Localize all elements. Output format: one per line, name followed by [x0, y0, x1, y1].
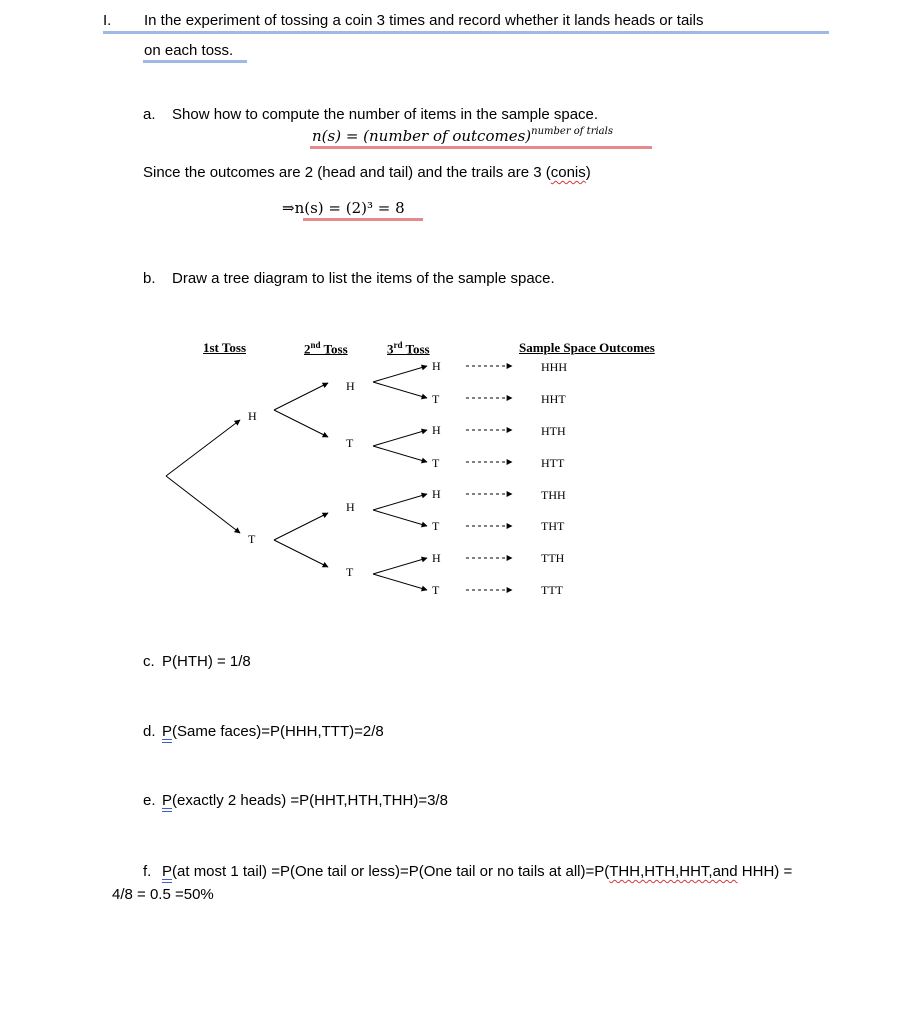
- node-level3-3: T: [432, 456, 440, 470]
- question-numeral: I.: [103, 12, 112, 29]
- part-d-p: P: [162, 723, 173, 740]
- node-level2-1: T: [346, 436, 354, 450]
- branch-root-H: [166, 420, 240, 476]
- part-f-line-2: 4/8 = 0.5 =50%: [112, 886, 214, 903]
- branch-HH-H: [373, 366, 427, 382]
- formula-base: n(s) = (number of outcomes): [312, 127, 532, 145]
- part-f-label: f.: [143, 863, 152, 880]
- part-f-line: [162, 863, 792, 880]
- part-f-text-squig: THH,HTH,HHT,and: [609, 863, 738, 880]
- tree-header-outcomes: Sample Space Outcomes: [519, 340, 655, 355]
- node-level3-7: T: [432, 583, 440, 597]
- outcome-4: THH: [541, 488, 566, 502]
- part-a-result: ⇒n(s) = (2)³ = 8: [282, 199, 405, 217]
- part-e-line: [162, 792, 448, 809]
- part-e-p: P: [162, 792, 173, 809]
- branch-HT-H: [373, 430, 427, 446]
- node-level3-1: T: [432, 392, 440, 406]
- branch-H-H: [274, 383, 328, 410]
- third-toss-word: Toss: [402, 341, 430, 357]
- part-e-text: (exactly 2 heads) =P(HHT,HTH,THH)=3/8: [172, 792, 448, 809]
- node-level1-1: T: [248, 532, 256, 546]
- outcome-5: THT: [541, 519, 565, 533]
- branch-TT-H: [373, 558, 427, 574]
- part-c-label: c.: [143, 653, 155, 670]
- node-level3-5: T: [432, 519, 440, 533]
- outcome-1: HHT: [541, 392, 566, 406]
- outcome-0: HHH: [541, 360, 567, 374]
- branch-TH-H: [373, 494, 427, 510]
- branch-HH-T: [373, 382, 427, 398]
- node-level3-0: H: [432, 359, 441, 373]
- branch-TT-T: [373, 574, 427, 590]
- part-f-p: P: [162, 863, 173, 880]
- since-text-before: Since the outcomes are 2 (head and tail) and the trails are 3 (: [143, 164, 551, 181]
- branch-HT-T: [373, 446, 427, 462]
- third-toss-num: 3: [387, 341, 394, 357]
- node-level2-3: T: [346, 565, 354, 579]
- part-f-text-before: (at most 1 tail) =P(One tail or less)=P(One tail or no tails at all)=P(: [172, 863, 610, 880]
- part-d-text: (Same faces)=P(HHH,TTT)=2/8: [172, 723, 384, 740]
- node-level2-2: H: [346, 500, 355, 514]
- third-toss-sup: rd: [393, 340, 403, 350]
- node-level2-0: H: [346, 379, 355, 393]
- part-b-label: b.: [143, 270, 156, 287]
- part-e-label: e.: [143, 792, 156, 809]
- part-d-label: d.: [143, 723, 156, 740]
- formula-exponent: number of trials: [531, 126, 613, 137]
- branch-TH-T: [373, 510, 427, 526]
- part-b-prompt: Draw a tree diagram to list the items of the sample space.: [172, 270, 555, 287]
- part-d-line: [162, 723, 384, 740]
- part-a-label: a.: [143, 106, 156, 123]
- second-toss-word: Toss: [320, 341, 348, 357]
- part-c-text: P(HTH) = 1/8: [162, 653, 251, 670]
- since-word-conis: conis: [550, 164, 586, 181]
- node-level1-0: H: [248, 409, 257, 423]
- question-line-2: on each toss.: [144, 42, 234, 59]
- outcome-3: HTT: [541, 456, 565, 470]
- outcome-7: TTT: [541, 583, 563, 597]
- branch-T-T: [274, 540, 328, 567]
- outcome-6: TTH: [541, 551, 565, 565]
- since-text-after: ): [585, 164, 591, 181]
- outcome-2: HTH: [541, 424, 566, 438]
- tree-header-first-toss: 1st Toss: [203, 340, 246, 355]
- part-a-prompt: Show how to compute the number of items in the sample space.: [172, 106, 599, 123]
- branch-T-H: [274, 513, 328, 540]
- question-line-1: In the experiment of tossing a coin 3 times and record whether it lands heads or tails: [144, 12, 704, 29]
- node-level3-4: H: [432, 487, 441, 501]
- second-toss-num: 2: [304, 341, 311, 357]
- second-toss-sup: nd: [310, 340, 321, 350]
- branch-root-T: [166, 476, 240, 533]
- node-level3-2: H: [432, 423, 441, 437]
- node-level3-6: H: [432, 551, 441, 565]
- part-f-text-after: HHH) =: [737, 863, 793, 880]
- branch-H-T: [274, 410, 328, 437]
